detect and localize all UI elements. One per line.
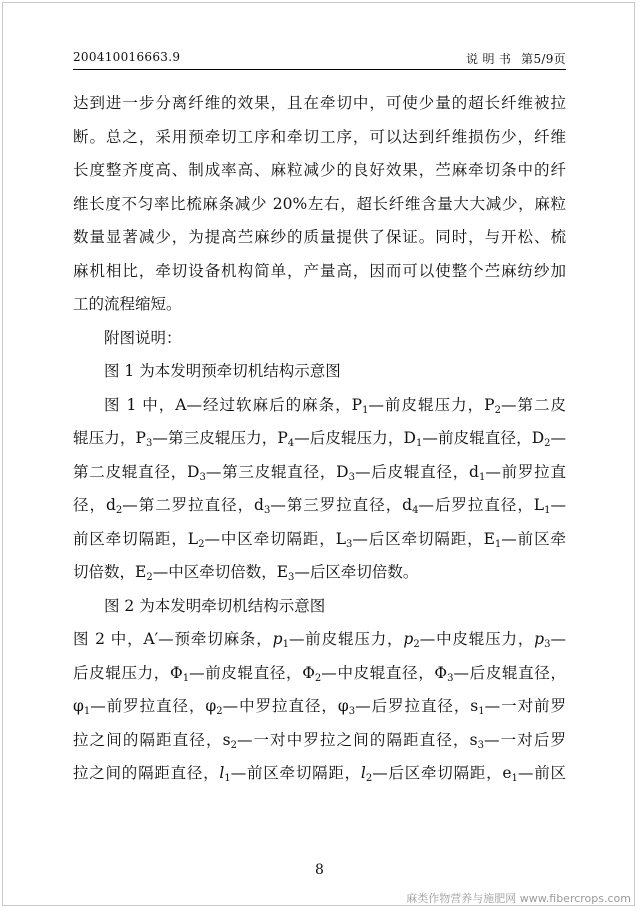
figure-2-legend-line-4: 拉之间的隔距直径，$s_2—$一对中罗拉之间的隔距直径，$s_3—$一对后罗 (73, 730, 566, 751)
body-line-6: 麻机相比，牵切设备机构简单，产量高，因而可以使整个苎麻纺纱加 (73, 261, 566, 280)
header-rule (73, 69, 566, 70)
figure-1-legend-line-1: 图 1 中，A—经过软麻后的麻条，$P_1—$前皮辊压力，$P_2—$第二皮 (104, 395, 566, 416)
page-number: 8 (315, 862, 324, 878)
figure-1-legend-line-6: 切倍数，$E_2—$中区牵切倍数，$E_3—$后区牵切倍数。 (73, 563, 419, 583)
figure-1-legend-line-4: 径，$d_2—$第二罗拉直径，$d_3—$第三罗拉直径，$d_4—$后罗拉直径，$L_1—$ (73, 496, 566, 516)
body-line-7: 工的流程缩短。 (73, 295, 182, 313)
body-line-5: 数量显著减少，为提高苎麻纱的质量提供了保证。同时，与开松、梳 (73, 228, 566, 246)
document-body (73, 92, 566, 796)
figure-1-legend-line-3: 第二皮辊直径，$D_3—$第三皮辊直径，$D_3—$后皮辊直径，$d_1—$前罗拉直 (73, 462, 566, 483)
figure-2-legend-line-3: $\varphi_1—$前罗拉直径，$\varphi_2—$中罗拉直径，$\varphi_3—$后罗拉直径，$s_1—$一对前罗 (73, 697, 566, 717)
body-line-1: 达到进一步分离纤维的效果，且在牵切中，可使少量的超长纤维被拉 (73, 94, 566, 112)
figure-1-legend-line-2: 辊压力，$P_3—$第三皮辊压力，$P_4—$后皮辊压力，$D_1—$前皮辊直径，$D_2—$ (73, 429, 566, 449)
figure-1-title: 图 1 为本发明预牵切机结构示意图 (104, 362, 341, 380)
document-number: 200410016663.9 (73, 50, 181, 64)
document-title: 说 明 书 (466, 52, 512, 66)
body-line-4: 维长度不匀率比梳麻条减少 20%左右，超长纤维含量大大减少，麻粒 (73, 194, 566, 213)
figure-2-legend-line-5: 拉之间的隔距直径，$l_1—$前区牵切隔距，$l_2—$后区牵切隔距，$e_1—$前区 (73, 764, 566, 784)
figure-2-legend-line-1: 图 2 中，A′—预牵切麻条，$p_1—$前皮辊压力，$p_2—$中皮辊压力，$p_3—$ (73, 630, 566, 650)
figure-2-title: 图 2 为本发明牵切机结构示意图 (104, 596, 326, 615)
page-indicator: 第5/9页 (521, 52, 566, 66)
body-line-2: 断。总之，采用预牵切工序和牵切工序，可以达到纤维损伤少，纤维 (73, 127, 566, 146)
header-right (456, 50, 566, 67)
figure-1-legend-line-5: 前区牵切隔距，$L_2—$中区牵切隔距，$L_3—$后区牵切隔距，$E_1—$前区牵 (73, 529, 566, 550)
page-header (73, 50, 566, 66)
figure-2-legend-line-2: 后皮辊压力，$\Phi_1—$前皮辊直径，$\Phi_2—$中皮辊直径，$\Phi_3—$后皮辊直径， (73, 663, 566, 684)
site-watermark: 麻类作物营养与施肥网 www.fibercrops.com (406, 892, 631, 905)
figure-caption-heading: 附图说明： (104, 328, 182, 347)
body-line-3: 长度整齐度高、制成率高、麻粒减少的良好效果，苎麻牵切条中的纤 (73, 161, 566, 179)
